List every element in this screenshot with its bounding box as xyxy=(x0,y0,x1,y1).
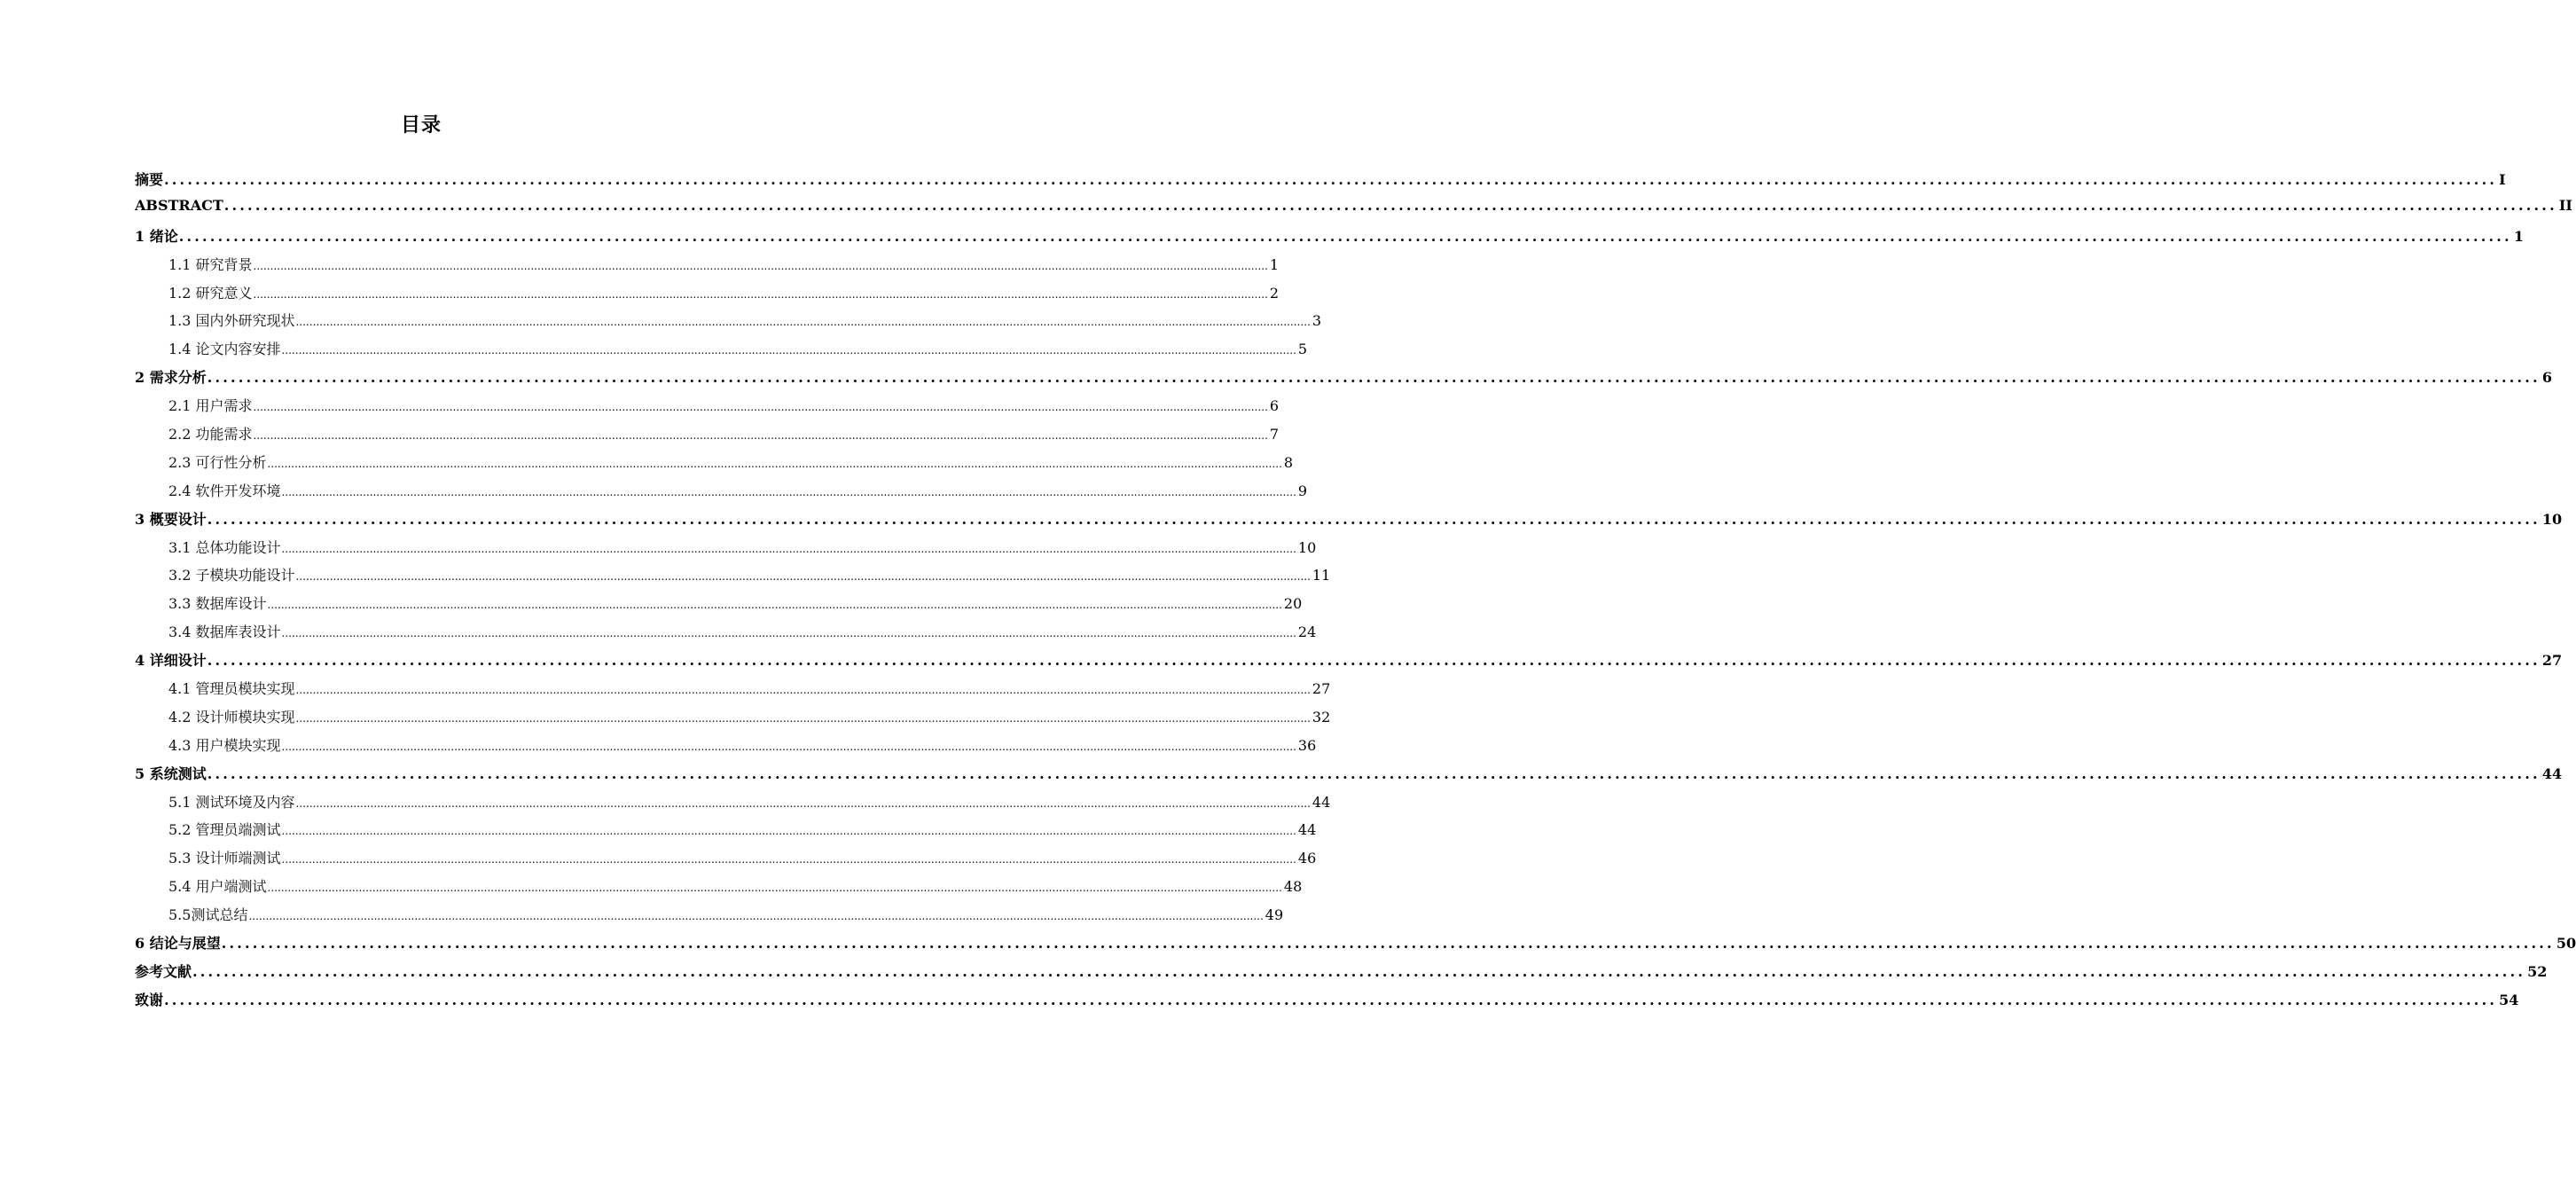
toc-entry-page-number: 36 xyxy=(1297,736,1317,754)
toc-entry-title: 3 概要设计 xyxy=(135,510,207,528)
toc-dot-leader: ............................................................................................................................................................................................................................................................................................................ xyxy=(223,196,2557,214)
toc-entry-title: 4.1 管理员模块实现 xyxy=(168,680,295,698)
toc-entry[interactable] xyxy=(135,423,1280,451)
toc-entry-title: 4.3 用户模块实现 xyxy=(168,736,281,754)
toc-entry-title: 摘要 xyxy=(135,171,164,188)
toc-dot-leader: ............................................................................................................................................................................................................................................................................................................ xyxy=(295,684,1311,697)
toc-entry-title: 1.4 论文内容安排 xyxy=(168,341,281,358)
toc-dot-leader: ............................................................................................................................................................................................................................................................................................................ xyxy=(281,627,1296,640)
toc-entry-page-number: 44 xyxy=(2541,765,2563,782)
toc-entry[interactable] xyxy=(135,169,2506,197)
toc-entry[interactable] xyxy=(135,592,1303,621)
toc-dot-leader: ............................................................................................................................................................................................................................................................................................................ xyxy=(281,825,1296,838)
toc-entry-title: 5.1 测试环境及内容 xyxy=(168,793,295,811)
toc-entry-title: ABSTRACT xyxy=(135,196,223,214)
toc-entry-page-number: 44 xyxy=(1311,793,1331,811)
toc-dot-leader: ............................................................................................................................................................................................................................................................................................................ xyxy=(295,570,1311,584)
toc-entry-title: 1.2 研究意义 xyxy=(168,284,253,302)
toc-entry-title: 2.2 功能需求 xyxy=(168,426,253,443)
page-title: 目录 xyxy=(400,114,442,137)
toc-entry-page-number: 11 xyxy=(1311,567,1331,584)
toc-entry-title: 1.3 国内外研究现状 xyxy=(168,312,295,330)
toc-entry-title: 3.1 总体功能设计 xyxy=(168,538,281,556)
toc-entry-page-number: 49 xyxy=(1265,906,1284,924)
toc-entry[interactable] xyxy=(135,791,1331,820)
toc-dot-leader: ............................................................................................................................................................................................................................................................................................................ xyxy=(281,485,1296,498)
toc-entry[interactable] xyxy=(135,847,1317,875)
toc-entry[interactable] xyxy=(135,451,1294,480)
toc-entry[interactable] xyxy=(135,904,1284,932)
toc-entry[interactable] xyxy=(135,480,1308,508)
toc-dot-leader: ............................................................................................................................................................................................................................................................................................................ xyxy=(295,316,1311,329)
toc-dot-leader: ............................................................................................................................................................................................................................................................................................................ xyxy=(207,510,2541,528)
toc-entry[interactable] xyxy=(135,225,2524,254)
toc-entry[interactable] xyxy=(135,564,1331,592)
toc-dot-leader: ............................................................................................................................................................................................................................................................................................................ xyxy=(281,344,1296,357)
toc-entry-title: 1 绪论 xyxy=(135,227,178,245)
toc-entry-page-number: 6 xyxy=(2541,369,2552,387)
toc-entry-page-number: 7 xyxy=(1269,426,1280,443)
toc-dot-leader: ............................................................................................................................................................................................................................................................................................................ xyxy=(207,765,2541,782)
toc-entry-title: 1.1 研究背景 xyxy=(168,255,253,273)
toc-entry-page-number: 27 xyxy=(1311,680,1331,698)
toc-dot-leader: ............................................................................................................................................................................................................................................................................................................ xyxy=(295,711,1311,725)
toc-dot-leader: ............................................................................................................................................................................................................................................................................................................ xyxy=(253,401,1268,414)
toc-entry[interactable] xyxy=(135,537,1317,565)
toc-entry[interactable] xyxy=(135,819,1317,847)
toc-entry-page-number: II xyxy=(2558,196,2572,214)
toc-dot-leader: ............................................................................................................................................................................................................................................................................................................ xyxy=(221,935,2555,953)
toc-entry-page-number: 54 xyxy=(2499,991,2519,1008)
toc-entry-page-number: 1 xyxy=(1269,255,1280,273)
toc-dot-leader: ............................................................................................................................................................................................................................................................................................................ xyxy=(267,599,1282,612)
table-of-contents xyxy=(135,169,2576,1017)
toc-entry[interactable] xyxy=(135,310,1322,338)
toc-entry-page-number: 10 xyxy=(1297,538,1317,556)
toc-entry[interactable] xyxy=(135,366,2552,395)
toc-entry[interactable] xyxy=(135,508,2563,537)
toc-entry[interactable] xyxy=(135,989,2519,1017)
toc-dot-leader: ............................................................................................................................................................................................................................................................................................................ xyxy=(253,287,1268,301)
toc-entry-title: 6 结论与展望 xyxy=(135,935,221,953)
toc-entry[interactable] xyxy=(135,932,2576,961)
toc-entry-page-number: 2 xyxy=(1269,284,1280,302)
toc-entry[interactable] xyxy=(135,875,1303,904)
toc-entry-title: 2 需求分析 xyxy=(135,369,207,387)
toc-dot-leader: ............................................................................................................................................................................................................................................................................................................ xyxy=(248,910,1264,923)
toc-entry-page-number: 50 xyxy=(2556,935,2576,953)
toc-entry-title: 参考文献 xyxy=(135,962,192,980)
toc-dot-leader: ............................................................................................................................................................................................................................................................................................................ xyxy=(295,796,1311,810)
toc-entry-page-number: 24 xyxy=(1297,623,1317,641)
toc-entry[interactable] xyxy=(135,282,1280,310)
toc-entry-title: 5.2 管理员端测试 xyxy=(168,821,281,839)
toc-entry-page-number: 3 xyxy=(1311,312,1322,330)
toc-entry[interactable] xyxy=(135,196,2572,225)
toc-entry-title: 5.5测试总结 xyxy=(168,906,248,924)
toc-entry-title: 4 详细设计 xyxy=(135,652,207,670)
toc-entry-title: 5 系统测试 xyxy=(135,765,207,782)
toc-dot-leader: ............................................................................................................................................................................................................................................................................................................ xyxy=(178,227,2512,245)
toc-dot-leader: ............................................................................................................................................................................................................................................................................................................ xyxy=(253,429,1268,443)
toc-entry-page-number: 46 xyxy=(1297,850,1317,867)
toc-entry-page-number: 20 xyxy=(1283,595,1303,613)
toc-entry[interactable] xyxy=(135,678,1331,706)
toc-entry-page-number: 8 xyxy=(1283,453,1294,471)
toc-entry-page-number: 52 xyxy=(2527,962,2548,980)
toc-dot-leader: ............................................................................................................................................................................................................................................................................................................ xyxy=(192,962,2526,980)
toc-entry[interactable] xyxy=(135,338,1308,366)
toc-dot-leader: ............................................................................................................................................................................................................................................................................................................ xyxy=(267,457,1282,470)
toc-entry-title: 2.4 软件开发环境 xyxy=(168,482,281,499)
toc-entry[interactable] xyxy=(135,254,1280,282)
toc-entry-page-number: 10 xyxy=(2541,510,2563,528)
toc-dot-leader: ............................................................................................................................................................................................................................................................................................................ xyxy=(164,991,2498,1008)
toc-dot-leader: ............................................................................................................................................................................................................................................................................................................ xyxy=(253,259,1268,272)
toc-entry-page-number: 6 xyxy=(1269,397,1280,415)
toc-entry-title: 2.1 用户需求 xyxy=(168,397,253,415)
toc-dot-leader: ............................................................................................................................................................................................................................................................................................................ xyxy=(281,740,1296,753)
toc-entry-page-number: I xyxy=(2499,171,2506,188)
toc-entry-title: 4.2 设计师模块实现 xyxy=(168,708,295,725)
toc-entry-title: 5.4 用户端测试 xyxy=(168,878,267,896)
toc-entry-title: 2.3 可行性分析 xyxy=(168,453,267,471)
toc-entry-page-number: 1 xyxy=(2513,227,2524,245)
toc-entry[interactable] xyxy=(135,734,1317,763)
toc-entry-title: 3.4 数据库表设计 xyxy=(168,623,281,641)
toc-entry[interactable] xyxy=(135,621,1317,649)
toc-entry[interactable] xyxy=(135,763,2563,791)
toc-entry-title: 致谢 xyxy=(135,991,164,1008)
toc-dot-leader: ............................................................................................................................................................................................................................................................................................................ xyxy=(267,882,1282,895)
toc-dot-leader: ............................................................................................................................................................................................................................................................................................................ xyxy=(207,369,2541,387)
toc-dot-leader: ............................................................................................................................................................................................................................................................................................................ xyxy=(164,171,2498,188)
toc-entry-page-number: 32 xyxy=(1311,708,1331,725)
toc-entry-title: 3.2 子模块功能设计 xyxy=(168,567,295,584)
toc-entry[interactable] xyxy=(135,961,2548,989)
toc-dot-leader: ............................................................................................................................................................................................................................................................................................................ xyxy=(281,542,1296,555)
toc-entry-page-number: 9 xyxy=(1297,482,1308,499)
toc-entry-page-number: 5 xyxy=(1297,341,1308,358)
toc-entry-title: 3.3 数据库设计 xyxy=(168,595,267,613)
toc-entry[interactable] xyxy=(135,706,1331,734)
toc-entry-page-number: 44 xyxy=(1297,821,1317,839)
toc-dot-leader: ............................................................................................................................................................................................................................................................................................................ xyxy=(281,853,1296,867)
toc-entry[interactable] xyxy=(135,395,1280,423)
toc-entry[interactable] xyxy=(135,649,2563,678)
toc-entry-page-number: 48 xyxy=(1283,878,1303,896)
toc-entry-title: 5.3 设计师端测试 xyxy=(168,850,281,867)
toc-dot-leader: ............................................................................................................................................................................................................................................................................................................ xyxy=(207,652,2541,670)
toc-entry-page-number: 27 xyxy=(2541,652,2563,670)
